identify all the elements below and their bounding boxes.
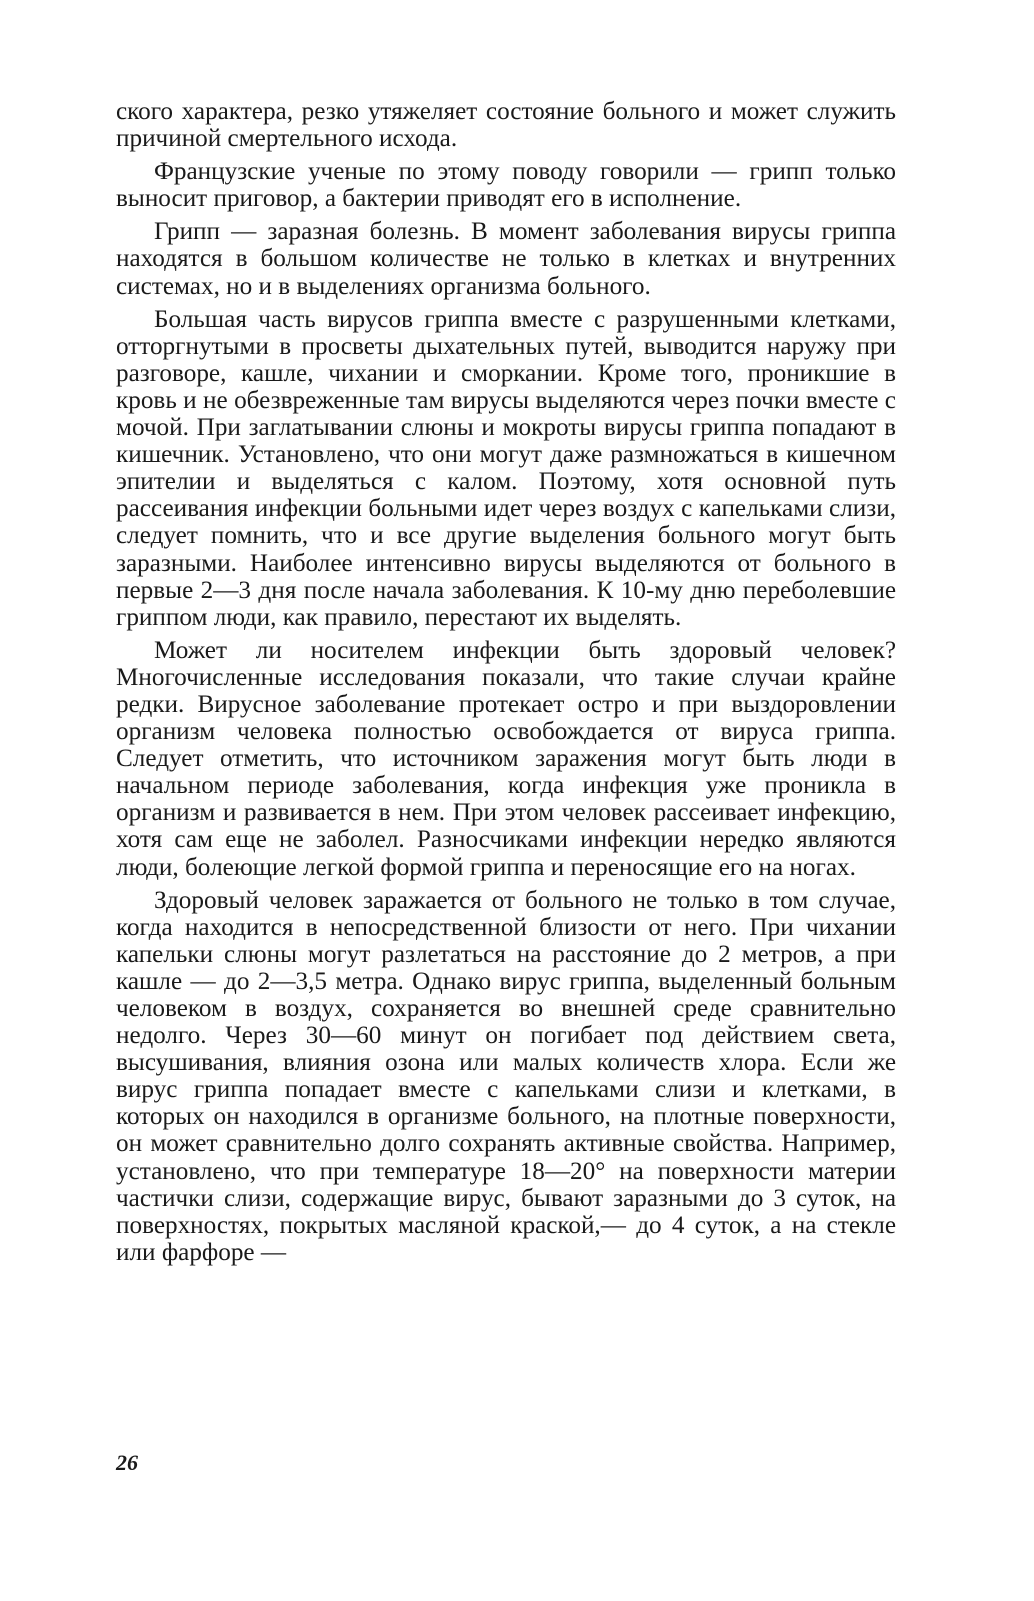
- page-number: 26: [116, 1450, 138, 1475]
- paragraph: Грипп — заразная болезнь. В момент заболевания вирусы гриппа находятся в большом количестве не только в клетках и внутренних системах, но и в выделениях организма больного.: [116, 218, 896, 300]
- page-body: [116, 98, 896, 1272]
- paragraph: Здоровый человек заражается от больного не только в том случае, когда находится в непосредственной близости от него. При чихании капельки слюны могут разлетаться на расстояние до 2 метров, а при кашле — до 2—3,5 метра. Однако вирус гриппа, выделенный больным человеком в воздух, сохраняется во внешней среде сравнительно недолго. Через 30—60 минут он погибает под действием света, высушивания, влияния озона или малых количеств хлора. Если же вирус гриппа попадает вместе с капельками слизи и клетками, в которых он находился в организме больного, на плотные поверхности, он может сравнительно долго сохранять активные свойства. Например, установлено, что при температуре 18—20° на поверхности материи частички слизи, содержащие вирус, бывают заразными до 3 суток, на поверхностях, покрытых масляной краской,— до 4 суток, а на стекле или фарфоре —: [116, 886, 896, 1266]
- paragraph: Может ли носителем инфекции быть здоровый человек? Многочисленные исследования показали, что такие случаи крайне редки. Вирусное заболевание протекает остро и при выздоровлении организм человека полностью освобождается от вируса гриппа. Следует отметить, что источником заражения могут быть люди в начальном периоде заболевания, когда инфекция уже проникла в организм и развивается в нем. При этом человек рассеивает инфекцию, хотя сам еще не заболел. Разносчиками инфекции нередко являются люди, болеющие легкой формой гриппа и переносящие его на ногах.: [116, 636, 896, 881]
- paragraph: Большая часть вирусов гриппа вместе с разрушенными клетками, отторгнутыми в просветы дыхательных путей, выводится наружу при разговоре, кашле, чихании и сморкании. Кроме того, проникшие в кровь и не обезвреженные там вирусы выделяются через почки вместе с мочой. При заглатывании слюны и мокроты вирусы гриппа попадают в кишечник. Установлено, что они могут даже размножаться в кишечном эпителии и выделяться с калом. Поэтому, хотя основной путь рассеивания инфекции больными идет через воздух с капельками слизи, следует помнить, что и все другие выделения больного могут быть заразными. Наиболее интенсивно вирусы выделяются от больного в первые 2—3 дня после начала заболевания. К 10-му дню переболевшие гриппом люди, как правило, перестают их выделять.: [116, 305, 896, 631]
- paragraph-continuation: ского характера, резко утяжеляет состояние больного и может служить причиной смертельного исхода.: [116, 98, 896, 153]
- paragraph: Французские ученые по этому поводу говорили — грипп только выносит приговор, а бактерии приводят его в исполнение.: [116, 158, 896, 213]
